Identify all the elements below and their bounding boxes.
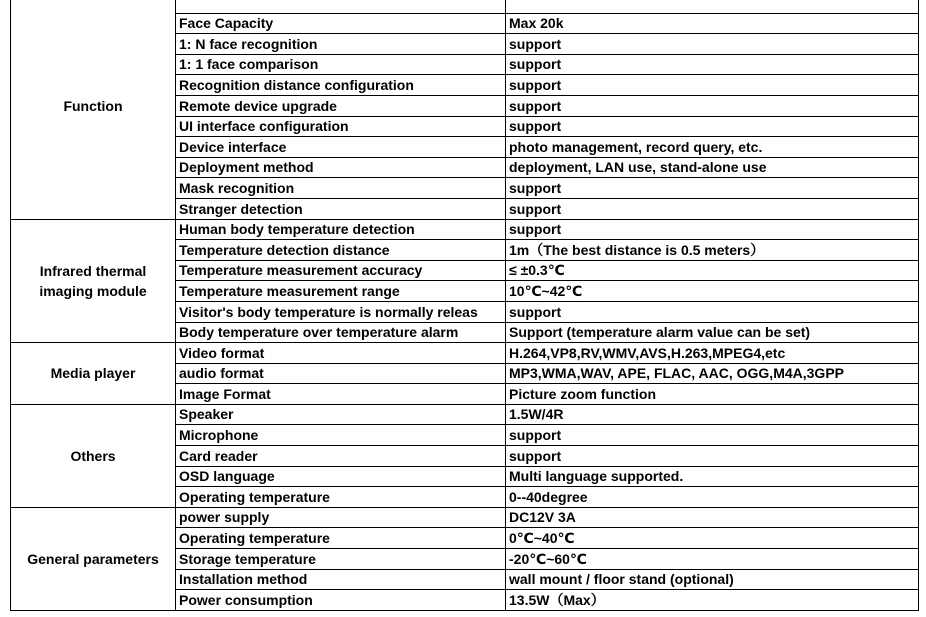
param-name: Body temperature over temperature alarm [176, 322, 506, 343]
param-value: H.264,VP8,RV,WMV,AVS,H.263,MPEG4,etc [506, 343, 919, 364]
param-name: Speaker [176, 404, 506, 425]
param-value: Max 20k [506, 13, 919, 34]
param-value: support [506, 198, 919, 219]
param-name: 1: 1 face comparison [176, 54, 506, 75]
param-value [506, 0, 919, 13]
param-value: Picture zoom function [506, 384, 919, 405]
param-name: Storage temperature [176, 549, 506, 570]
spec-table [10, 0, 919, 611]
param-name: Face Capacity [176, 13, 506, 34]
param-name: Power consumption [176, 590, 506, 611]
param-name: Microphone [176, 425, 506, 446]
param-value: 1.5W/4R [506, 404, 919, 425]
param-value: photo management, record query, etc. [506, 137, 919, 158]
param-name: Temperature measurement accuracy [176, 260, 506, 281]
param-value: support [506, 75, 919, 96]
param-name: Temperature measurement range [176, 281, 506, 302]
spec-row [11, 0, 919, 13]
param-name: 1: N face recognition [176, 34, 506, 55]
param-value: 13.5W（Max） [506, 590, 919, 611]
param-value: support [506, 425, 919, 446]
param-name: Operating temperature [176, 528, 506, 549]
param-name: Card reader [176, 446, 506, 467]
param-value: 0℃~40℃ [506, 528, 919, 549]
group-label: Function [11, 0, 176, 219]
param-value: support [506, 95, 919, 116]
param-value: support [506, 54, 919, 75]
param-name: Image Format [176, 384, 506, 405]
group-label: General parameters [11, 507, 176, 610]
spec-row [11, 343, 919, 364]
param-name: Visitor's body temperature is normally releas [176, 301, 506, 322]
param-value: 10℃~42℃ [506, 281, 919, 302]
param-value: support [506, 301, 919, 322]
param-value: deployment, LAN use, stand-alone use [506, 157, 919, 178]
param-value: Multi language supported. [506, 466, 919, 487]
param-value: ≤ ±0.3℃ [506, 260, 919, 281]
spec-row [11, 507, 919, 528]
spec-row [11, 404, 919, 425]
param-value: support [506, 116, 919, 137]
param-name: UI interface configuration [176, 116, 506, 137]
param-name: Operating temperature [176, 487, 506, 508]
param-value: support [506, 219, 919, 240]
param-name: audio format [176, 363, 506, 384]
param-name: power supply [176, 507, 506, 528]
param-name: Device interface [176, 137, 506, 158]
param-value: -20℃~60℃ [506, 549, 919, 570]
param-value: support [506, 34, 919, 55]
param-value: Support (temperature alarm value can be set) [506, 322, 919, 343]
group-label: Others [11, 404, 176, 507]
param-name: Mask recognition [176, 178, 506, 199]
param-name: Temperature detection distance [176, 240, 506, 261]
spec-table-body [11, 0, 919, 610]
param-name: Recognition distance configuration [176, 75, 506, 96]
group-label: Media player [11, 343, 176, 405]
param-value: 1m（The best distance is 0.5 meters） [506, 240, 919, 261]
param-value: wall mount / floor stand (optional) [506, 569, 919, 590]
param-name: Remote device upgrade [176, 95, 506, 116]
param-name: Installation method [176, 569, 506, 590]
param-name: OSD language [176, 466, 506, 487]
param-value: support [506, 178, 919, 199]
param-value: MP3,WMA,WAV, APE, FLAC, AAC, OGG,M4A,3GPP [506, 363, 919, 384]
param-value: support [506, 446, 919, 467]
param-name: Deployment method [176, 157, 506, 178]
param-name: Human body temperature detection [176, 219, 506, 240]
param-name [176, 0, 506, 13]
group-label: Infrared thermal imaging module [11, 219, 176, 343]
param-name: Video format [176, 343, 506, 364]
param-value: DC12V 3A [506, 507, 919, 528]
spec-row [11, 219, 919, 240]
param-value: 0--40degree [506, 487, 919, 508]
param-name: Stranger detection [176, 198, 506, 219]
